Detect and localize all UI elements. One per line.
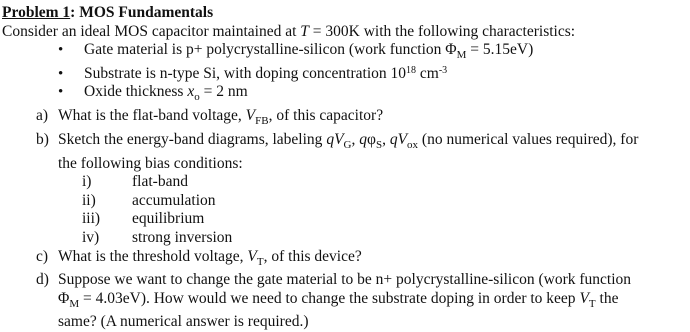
question-d-line2: $\Phi_M = 4.03eV$). How would we need to change the substrate doping in order to keep $V_T$ the (58, 289, 619, 310)
question-b-line2: the following bias conditions: (58, 154, 243, 172)
question-c-text: What is the threshold voltage, $V_T$, of this device? (58, 247, 362, 268)
question-d-cont (36, 290, 690, 314)
question-a-text: What is the flat-band voltage, $V_{FB}$, of this capacitor? (58, 107, 384, 128)
condition-text: strong inversion (132, 228, 233, 246)
question-b-line1: Sketch the energy-band diagrams, labeling $qV_G$, $q\varphi_S$, $qV_{ox}$ (no numerical values required), for (58, 130, 639, 151)
question-d-label: d) (36, 271, 49, 289)
question-d-line3: same? (A numerical answer is required.) (58, 313, 309, 331)
question-a (36, 107, 690, 131)
question-d (36, 271, 690, 290)
question-c (36, 248, 690, 272)
condition-item (36, 210, 690, 229)
problem-title (2, 4, 690, 23)
question-c-label: c) (36, 247, 49, 265)
condition-text: equilibrium (132, 210, 205, 228)
condition-number: i) (82, 173, 92, 191)
question-d-line1: Suppose we want to change the gate material to be n+ polycrystalline-silicon (work function (58, 271, 632, 289)
intro-text: Consider an ideal MOS capacitor maintained at T = 300K with the following characteristics: (2, 22, 576, 40)
question-a-label: a) (36, 107, 49, 125)
problem-heading: : MOS Fundamentals (70, 4, 214, 21)
question-b-cont (36, 155, 690, 174)
bullet-gate-material: • Gate material is p+ polycrystalline-silicon (work function $\Phi_M = 5.15eV$) (36, 41, 690, 65)
bullet-oxide: • Oxide thickness $x_o = 2$ nm (36, 83, 690, 107)
condition-number: iii) (82, 210, 101, 228)
problem-label: Problem 1 (2, 4, 71, 21)
bullet-substrate: • Substrate is n-type Si, with doping concentration $10^{18}$ $cm^{-3}$ (36, 65, 690, 84)
question-b (36, 131, 690, 155)
condition-item (36, 229, 690, 248)
condition-text: accumulation (132, 191, 216, 209)
question-d-cont (36, 313, 690, 332)
question-b-label: b) (36, 130, 49, 148)
condition-number: iv) (82, 228, 100, 246)
condition-item (36, 192, 690, 211)
condition-item (36, 173, 690, 192)
condition-number: ii) (82, 191, 96, 209)
condition-text: flat-band (132, 173, 188, 191)
